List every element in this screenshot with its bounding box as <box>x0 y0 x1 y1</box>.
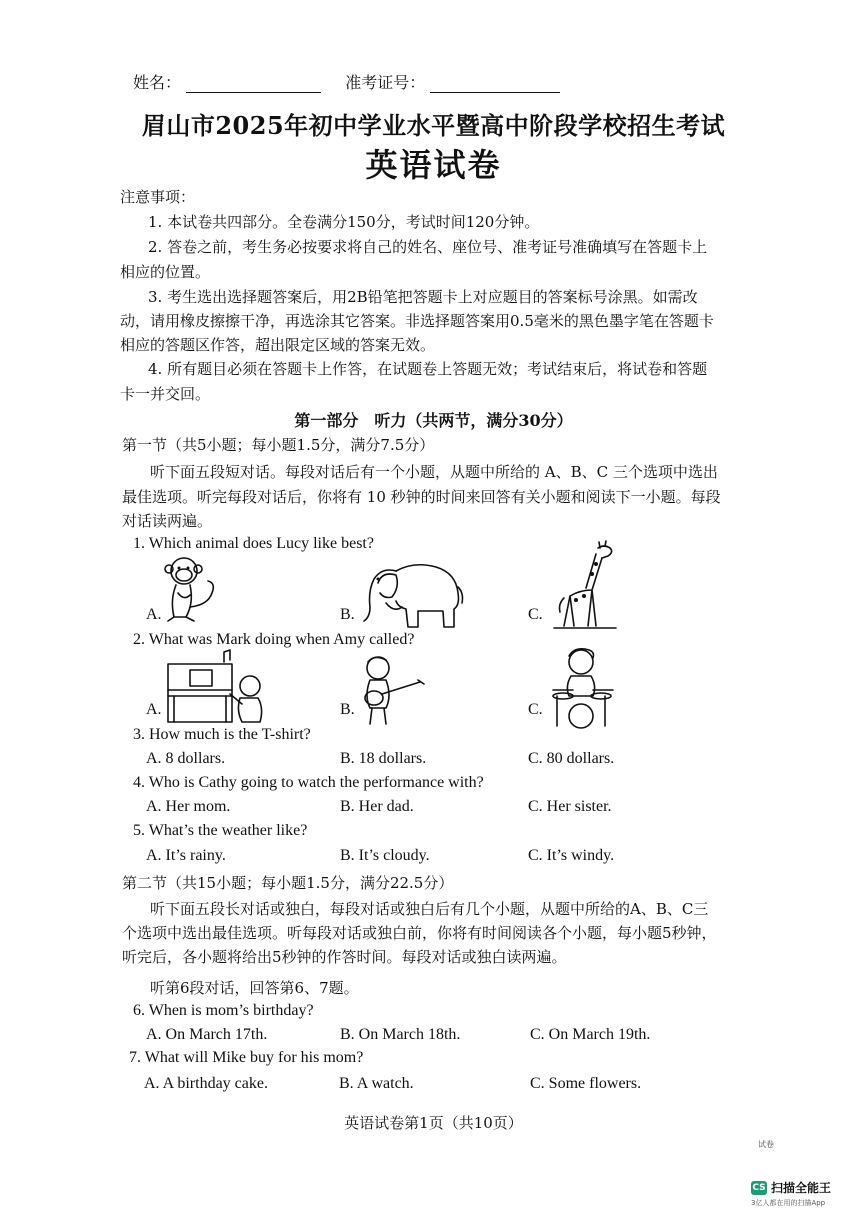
q5-option-a: A. It’s rainy. <box>146 847 226 864</box>
q5-option-c: C. It’s windy. <box>528 847 615 864</box>
small-mark: 试卷 <box>758 1140 774 1149</box>
monkey-icon <box>160 555 225 627</box>
section1-instr-1: 听下面五段短对话。每段对话后有一个小题，从题中所给的 A、B、C 三个选项中选出 <box>150 463 718 481</box>
name-blank <box>186 74 321 93</box>
piano-icon <box>164 650 268 726</box>
q5-option-b: B. It’s cloudy. <box>340 847 430 864</box>
exam-title: 眉山市2025年初中学业水平暨高中阶段学校招生考试 <box>141 111 726 140</box>
giraffe-icon <box>550 540 620 632</box>
q7-option-c: C. Some flowers. <box>530 1075 642 1092</box>
notice-item-2-cont: 相应的位置。 <box>120 263 211 281</box>
q7-option-a: A. A birthday cake. <box>144 1075 268 1092</box>
elephant-icon <box>356 557 468 631</box>
q1-option-a: A. <box>146 606 162 623</box>
q1-stem: 1. Which animal does Lucy like best? <box>133 535 374 552</box>
section1-instr-3: 对话读两遍。 <box>122 512 213 530</box>
notice-item-2: 2. 答卷之前，考生务必按要求将自己的姓名、座位号、准考证号准确填写在答题卡上 <box>148 238 708 256</box>
notice-heading: 注意事项： <box>120 188 196 206</box>
q2-stem: 2. What was Mark doing when Amy called? <box>133 631 415 648</box>
notice-item-3-cont: 动，请用橡皮擦擦干净，再选涂其它答案。非选择题答案用0.5毫米的黑色墨字笔在答题卡 <box>120 312 714 330</box>
section2-instr-3: 听完后，各小题将给出5秒钟的作答时间。每段对话或独白读两遍。 <box>122 948 567 966</box>
q3-option-b: B. 18 dollars. <box>340 750 427 767</box>
name-label: 姓名： <box>133 73 182 92</box>
exam-no-label: 准考证号： <box>345 73 426 92</box>
q6-option-c: C. On March 19th. <box>530 1026 651 1043</box>
candidate-info-row <box>133 70 560 93</box>
q6-stem: 6. When is mom’s birthday? <box>133 1002 314 1019</box>
q3-stem: 3. How much is the T-shirt? <box>133 726 311 743</box>
q2-option-a: A. <box>146 701 162 718</box>
scanner-brand: 扫描全能王 <box>771 1181 832 1195</box>
q1-option-c: C. <box>528 606 543 623</box>
notice-item-4: 4. 所有题目必须在答题卡上作答，在试题卷上答题无效；考试结束后，将试卷和答题 <box>148 360 708 378</box>
q4-option-b: B. Her dad. <box>340 798 414 815</box>
q3-option-c: C. 80 dollars. <box>528 750 615 767</box>
paper-title: 英语试卷 <box>365 146 502 184</box>
q2-option-b: B. <box>340 701 355 718</box>
q3-option-a: A. 8 dollars. <box>146 750 226 767</box>
q7-option-b: B. A watch. <box>339 1075 414 1092</box>
notice-item-1: 1. 本试卷共四部分。全卷满分150分，考试时间120分钟。 <box>148 213 540 231</box>
q6-option-a: A. On March 17th. <box>146 1026 268 1043</box>
q2-option-c: C. <box>528 701 543 718</box>
scanner-badge: CS <box>752 1182 766 1193</box>
section2-title: 第二节（共15小题；每小题1.5分，满分22.5分） <box>122 874 454 892</box>
section2-instr-2: 个选项中选出最佳选项。听每段对话或独白前，你将有时间阅读各个小题，每小题5秒钟， <box>122 924 717 942</box>
section2-instr-1: 听下面五段长对话或独白，每段对话或独白后有几个小题，从题中所给的A、B、C三 <box>150 900 709 918</box>
part1-title: 第一部分 听力（共两节，满分30分） <box>294 411 573 430</box>
scanner-watermark <box>751 1179 831 1208</box>
guitar-icon <box>356 652 426 728</box>
notice-item-3: 3. 考生选出选择题答案后，用2B铅笔把答题卡上对应题目的答案标号涂黑。如需改 <box>148 288 698 306</box>
notice-item-4-cont: 卡一并交回。 <box>120 385 211 403</box>
scanner-tagline: 3亿人都在用的扫描App <box>751 1199 826 1207</box>
q6-option-b: B. On March 18th. <box>340 1026 461 1043</box>
q1-option-b: B. <box>340 606 355 623</box>
page-footer: 英语试卷第1页（共10页） <box>344 1114 523 1132</box>
drums-icon <box>545 646 619 730</box>
section1-title: 第一节（共5小题；每小题1.5分，满分7.5分） <box>122 436 435 454</box>
dialog6-intro: 听第6段对话，回答第6、7题。 <box>150 979 359 997</box>
q4-option-a: A. Her mom. <box>146 798 231 815</box>
notice-item-3-cont2: 相应的答题区作答，超出限定区域的答案无效。 <box>120 336 436 354</box>
q5-stem: 5. What’s the weather like? <box>133 822 308 839</box>
exam-no-blank <box>430 74 560 93</box>
q7-stem: 7. What will Mike buy for his mom? <box>129 1049 364 1066</box>
q4-stem: 4. Who is Cathy going to watch the performance with? <box>133 774 484 791</box>
q4-option-c: C. Her sister. <box>528 798 612 815</box>
section1-instr-2: 最佳选项。听完每段对话后，你将有 10 秒钟的时间来回答有关小题和阅读下一小题。每段 <box>122 488 721 506</box>
